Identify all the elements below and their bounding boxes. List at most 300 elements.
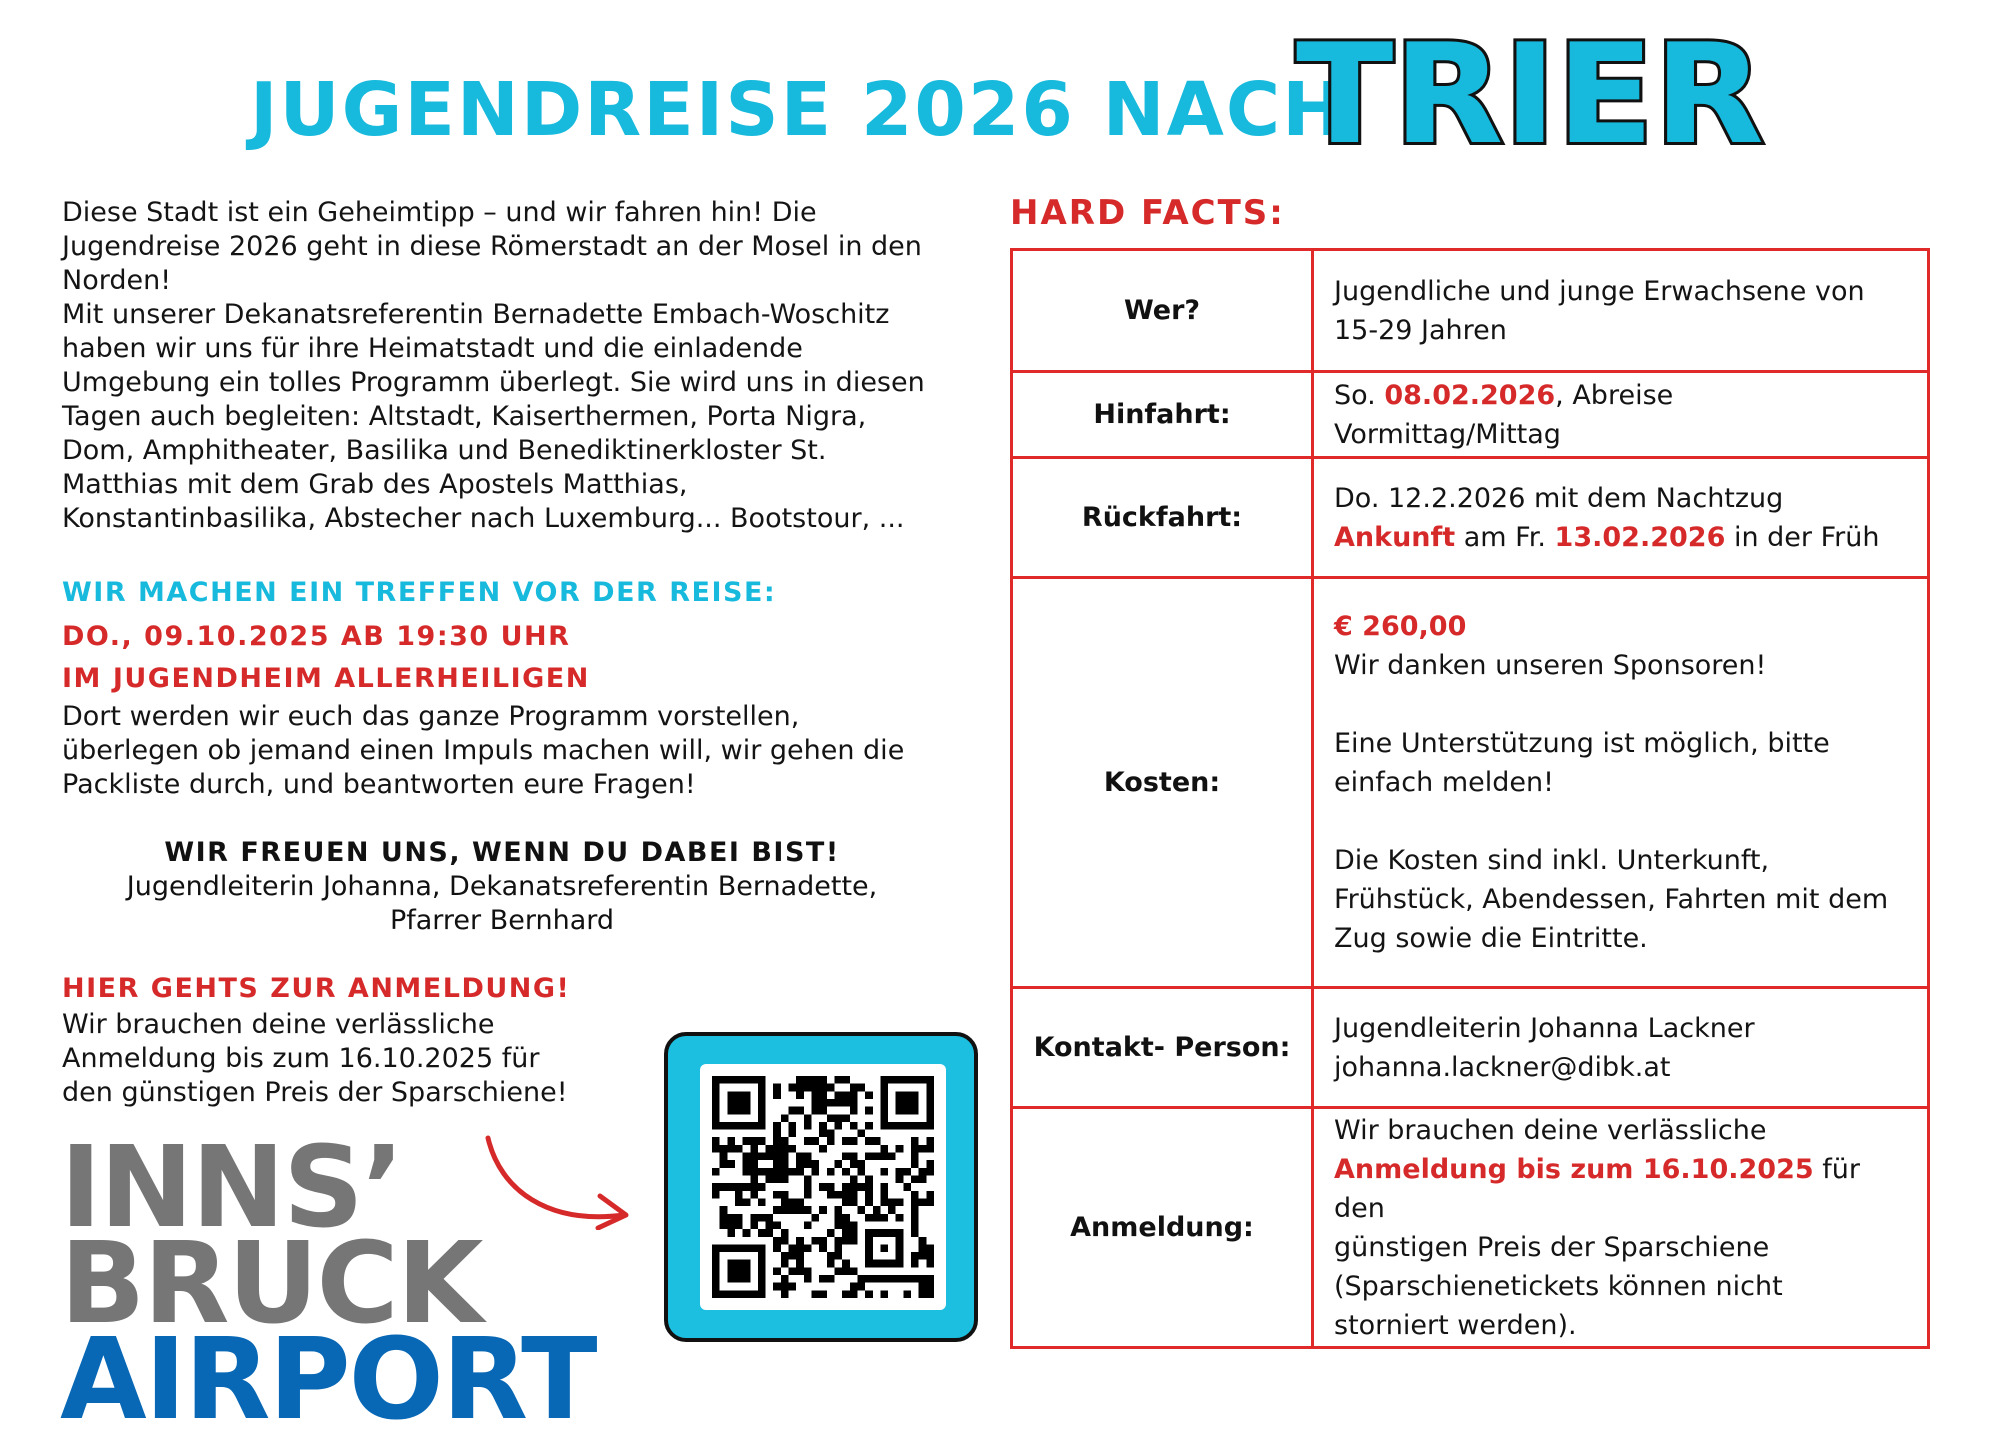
qr-module	[796, 1107, 804, 1115]
qr-module	[842, 1221, 850, 1229]
qr-module	[911, 1176, 919, 1184]
qr-module	[781, 1206, 789, 1214]
qr-module	[896, 1275, 904, 1283]
meeting-description	[62, 700, 962, 802]
anmeldung-line	[1334, 1150, 1907, 1228]
qr-module	[850, 1099, 858, 1107]
qr-module	[758, 1137, 766, 1145]
kosten-line: einfach melden!	[1334, 767, 1554, 798]
qr-module	[865, 1290, 873, 1298]
qr-module	[789, 1198, 797, 1206]
qr-module	[911, 1252, 919, 1260]
qr-module	[834, 1237, 842, 1245]
qr-module	[712, 1191, 720, 1199]
qr-module	[919, 1176, 927, 1184]
qr-module	[727, 1160, 735, 1168]
qr-module	[727, 1137, 735, 1145]
qr-module	[781, 1191, 789, 1199]
qr-module	[773, 1122, 781, 1130]
qr-module	[743, 1229, 751, 1237]
meeting-line: Packliste durch, und beantworten eure Fragen!	[62, 769, 696, 800]
qr-module	[750, 1176, 758, 1184]
qr-module	[773, 1191, 781, 1199]
qr-module	[781, 1229, 789, 1237]
qr-module	[850, 1107, 858, 1115]
qr-module	[842, 1237, 850, 1245]
qr-module	[865, 1153, 873, 1161]
qr-module	[804, 1275, 812, 1283]
row-value-rueckfahrt	[1313, 458, 1929, 578]
row-value-hinfahrt	[1313, 372, 1929, 458]
qr-module	[766, 1145, 774, 1153]
qr-module	[926, 1198, 934, 1206]
row-value-anmeldung	[1313, 1108, 1929, 1348]
qr-module	[781, 1137, 789, 1145]
qr-module	[781, 1153, 789, 1161]
row-label-wer: Wer?	[1012, 250, 1313, 372]
qr-module	[812, 1091, 820, 1099]
qr-module	[750, 1160, 758, 1168]
qr-module	[827, 1275, 835, 1283]
row-value-kosten	[1313, 578, 1929, 988]
qr-module	[819, 1091, 827, 1099]
qr-module	[880, 1168, 888, 1176]
qr-module	[880, 1275, 888, 1283]
qr-module	[865, 1091, 873, 1099]
qr-module	[743, 1153, 751, 1161]
qr-module	[743, 1160, 751, 1168]
qr-module	[804, 1122, 812, 1130]
qr-module	[773, 1237, 781, 1245]
qr-module	[911, 1160, 919, 1168]
qr-module	[880, 1290, 888, 1298]
table-row	[1012, 1108, 1929, 1348]
qr-module	[766, 1153, 774, 1161]
qr-module	[819, 1076, 827, 1084]
qr-module	[812, 1084, 820, 1092]
qr-module	[865, 1191, 873, 1199]
qr-module	[712, 1168, 720, 1176]
qr-module	[796, 1244, 804, 1252]
qr-module	[819, 1237, 827, 1245]
qr-module	[880, 1145, 888, 1153]
qr-module	[789, 1283, 797, 1291]
qr-module	[865, 1275, 873, 1283]
qr-module	[873, 1214, 881, 1222]
qr-module	[812, 1107, 820, 1115]
qr-module	[827, 1168, 835, 1176]
arrival-label: Ankunft	[1334, 521, 1456, 553]
qr-module	[758, 1198, 766, 1206]
qr-module	[842, 1099, 850, 1107]
qr-module	[911, 1198, 919, 1206]
qr-module	[804, 1206, 812, 1214]
qr-module	[857, 1183, 865, 1191]
page-title: JUGENDREISE 2026 NACH	[250, 67, 1347, 153]
qr-module	[773, 1130, 781, 1138]
qr-module	[896, 1176, 904, 1184]
qr-module	[812, 1099, 820, 1107]
qr-module	[873, 1137, 881, 1145]
rueckfahrt-arrival	[1334, 518, 1907, 557]
qr-code-background	[700, 1064, 946, 1310]
airport-logo-line-1: INNS’	[60, 1123, 403, 1253]
qr-module	[796, 1252, 804, 1260]
qr-module	[796, 1198, 804, 1206]
qr-module	[804, 1137, 812, 1145]
row-label-hinfahrt: Hinfahrt:	[1012, 372, 1313, 458]
qr-module	[750, 1153, 758, 1161]
qr-module	[873, 1275, 881, 1283]
qr-module	[712, 1145, 720, 1153]
qr-module	[781, 1237, 789, 1245]
qr-module	[827, 1114, 835, 1122]
qr-module	[804, 1153, 812, 1161]
qr-module	[850, 1198, 858, 1206]
qr-module	[789, 1107, 797, 1115]
qr-module	[842, 1290, 850, 1298]
qr-module	[796, 1091, 804, 1099]
qr-module	[919, 1168, 927, 1176]
title-city-text: TRIER	[1296, 20, 1764, 170]
qr-module	[766, 1214, 774, 1222]
qr-module	[743, 1137, 751, 1145]
qr-module	[819, 1122, 827, 1130]
meeting-place: IM JUGENDHEIM ALLERHEILIGEN	[62, 663, 590, 694]
curved-arrow-icon	[478, 1120, 638, 1230]
airport-logo-line-3: AIRPORT	[60, 1315, 596, 1445]
qr-module	[911, 1221, 919, 1229]
intro-line: Tagen auch begleiten: Altstadt, Kaiserthermen, Porta Nigra,	[62, 401, 867, 432]
qr-module	[926, 1252, 934, 1260]
row-value-kontakt	[1313, 988, 1929, 1108]
qr-module	[796, 1206, 804, 1214]
qr-module	[873, 1206, 881, 1214]
qr-module	[857, 1168, 865, 1176]
qr-module	[926, 1290, 934, 1298]
qr-module	[758, 1183, 766, 1191]
meeting-heading: WIR MACHEN EIN TREFFEN VOR DER REISE:	[62, 577, 777, 608]
qr-module	[781, 1283, 789, 1291]
qr-module	[834, 1114, 842, 1122]
qr-module	[842, 1137, 850, 1145]
qr-module	[773, 1244, 781, 1252]
qr-module	[903, 1183, 911, 1191]
qr-module	[773, 1267, 781, 1275]
closing-block	[62, 836, 942, 938]
qr-module	[804, 1084, 812, 1092]
qr-module	[720, 1183, 728, 1191]
qr-module	[712, 1137, 720, 1145]
qr-module	[834, 1076, 842, 1084]
qr-module	[758, 1229, 766, 1237]
qr-module	[720, 1206, 728, 1214]
qr-module	[903, 1168, 911, 1176]
facts-heading: HARD FACTS:	[1010, 193, 1285, 233]
arrival-mid: am Fr.	[1455, 521, 1555, 553]
row-label-anmeldung: Anmeldung:	[1012, 1108, 1313, 1348]
qr-module	[896, 1214, 904, 1222]
qr-module	[727, 1145, 735, 1153]
contact-name: Jugendleiterin Johanna Lackner	[1334, 1012, 1755, 1044]
qr-module	[827, 1084, 835, 1092]
qr-module	[789, 1206, 797, 1214]
qr-module	[926, 1168, 934, 1176]
registration-line: Wir brauchen deine verlässliche	[62, 1009, 495, 1040]
qr-module	[796, 1260, 804, 1268]
qr-module	[865, 1107, 873, 1115]
qr-module	[911, 1145, 919, 1153]
intro-line: Matthias mit dem Grab des Apostels Matthias,	[62, 469, 688, 500]
registration-heading: HIER GEHTS ZUR ANMELDUNG!	[62, 973, 571, 1004]
hinfahrt-date: 08.02.2026	[1384, 379, 1556, 411]
qr-module	[773, 1145, 781, 1153]
price: € 260,00	[1334, 611, 1467, 642]
arrival-date: 13.02.2026	[1554, 521, 1726, 553]
closing-heading: WIR FREUEN UNS, WENN DU DABEI BIST!	[164, 837, 840, 868]
qr-module	[842, 1198, 850, 1206]
qr-module	[781, 1114, 789, 1122]
qr-module	[773, 1091, 781, 1099]
qr-module	[834, 1160, 842, 1168]
qr-module	[781, 1145, 789, 1153]
closing-signers	[62, 870, 942, 938]
qr-module	[919, 1290, 927, 1298]
qr-module	[850, 1237, 858, 1245]
qr-module	[781, 1252, 789, 1260]
qr-module	[720, 1145, 728, 1153]
qr-module	[926, 1137, 934, 1145]
qr-module	[789, 1084, 797, 1092]
qr-module	[850, 1283, 858, 1291]
qr-module	[819, 1275, 827, 1283]
qr-module	[903, 1275, 911, 1283]
qr-module	[827, 1260, 835, 1268]
qr-module	[766, 1221, 774, 1229]
qr-module	[911, 1214, 919, 1222]
intro-line: Konstantinbasilika, Abstecher nach Luxemburg... Bootstour, ...	[62, 503, 905, 534]
qr-module	[850, 1183, 858, 1191]
qr-module	[804, 1160, 812, 1168]
qr-module	[919, 1275, 927, 1283]
qr-module	[735, 1191, 743, 1199]
qr-module	[750, 1191, 758, 1199]
qr-module	[720, 1214, 728, 1222]
table-row	[1012, 578, 1929, 988]
row-label-kontakt: Kontakt- Person:	[1012, 988, 1313, 1108]
intro-line: Mit unserer Dekanatsreferentin Bernadette Embach-Woschitz	[62, 299, 890, 330]
qr-module	[926, 1244, 934, 1252]
qr-module	[758, 1214, 766, 1222]
qr-module	[834, 1252, 842, 1260]
qr-module	[789, 1122, 797, 1130]
qr-module	[735, 1145, 743, 1153]
qr-module	[842, 1153, 850, 1161]
anmeldung-deadline: Anmeldung bis zum 16.10.2025	[1334, 1153, 1814, 1185]
qr-module	[750, 1183, 758, 1191]
qr-module	[758, 1153, 766, 1161]
qr-module	[873, 1153, 881, 1161]
qr-module	[773, 1221, 781, 1229]
qr-module	[926, 1160, 934, 1168]
qr-module	[773, 1283, 781, 1291]
intro-line: Dom, Amphitheater, Basilika und Benediktinerkloster St.	[62, 435, 827, 466]
qr-module	[804, 1076, 812, 1084]
qr-module	[857, 1084, 865, 1092]
qr-module	[834, 1244, 842, 1252]
intro-line: Norden!	[62, 265, 172, 296]
qr-module	[888, 1153, 896, 1161]
qr-module	[796, 1084, 804, 1092]
qr-module	[727, 1214, 735, 1222]
table-row	[1012, 988, 1929, 1108]
qr-module	[743, 1183, 751, 1191]
qr-module	[819, 1099, 827, 1107]
kosten-line: Die Kosten sind inkl. Unterkunft,	[1334, 845, 1770, 876]
contact-email[interactable]: johanna.lackner@dibk.at	[1334, 1051, 1671, 1083]
qr-code-icon[interactable]	[712, 1076, 934, 1298]
qr-module	[781, 1176, 789, 1184]
qr-module	[804, 1221, 812, 1229]
qr-module	[819, 1107, 827, 1115]
qr-module	[735, 1183, 743, 1191]
qr-module	[773, 1137, 781, 1145]
qr-module	[796, 1168, 804, 1176]
qr-module	[804, 1114, 812, 1122]
signer-line: Pfarrer Bernhard	[389, 905, 615, 936]
qr-module	[842, 1260, 850, 1268]
qr-module	[819, 1130, 827, 1138]
qr-module	[743, 1168, 751, 1176]
qr-module	[888, 1198, 896, 1206]
qr-module	[735, 1221, 743, 1229]
qr-module	[865, 1214, 873, 1222]
qr-module	[712, 1183, 720, 1191]
qr-module	[850, 1084, 858, 1092]
qr-module	[857, 1130, 865, 1138]
qr-module	[773, 1160, 781, 1168]
qr-module	[819, 1206, 827, 1214]
qr-module	[735, 1214, 743, 1222]
qr-module	[842, 1183, 850, 1191]
intro-line: Diese Stadt ist ein Geheimtipp – und wir fahren hin! Die	[62, 197, 817, 228]
anmeldung-line: storniert werden).	[1334, 1309, 1577, 1341]
qr-module	[896, 1145, 904, 1153]
qr-module	[857, 1275, 865, 1283]
registration-line: Anmeldung bis zum 16.10.2025 für	[62, 1043, 540, 1074]
meeting-line: Dort werden wir euch das ganze Programm vorstellen,	[62, 701, 800, 732]
qr-module	[842, 1267, 850, 1275]
qr-module	[789, 1267, 797, 1275]
qr-module	[796, 1076, 804, 1084]
qr-module	[796, 1267, 804, 1275]
qr-module	[812, 1137, 820, 1145]
qr-module	[888, 1275, 896, 1283]
qr-module	[850, 1153, 858, 1161]
qr-module	[850, 1267, 858, 1275]
qr-module	[819, 1244, 827, 1252]
qr-module	[911, 1153, 919, 1161]
qr-module	[827, 1252, 835, 1260]
qr-module	[727, 1229, 735, 1237]
qr-module	[919, 1252, 927, 1260]
qr-module	[812, 1160, 820, 1168]
qr-module	[766, 1168, 774, 1176]
qr-module	[789, 1244, 797, 1252]
qr-module	[750, 1145, 758, 1153]
qr-module	[888, 1206, 896, 1214]
qr-module	[789, 1168, 797, 1176]
qr-module	[911, 1229, 919, 1237]
qr-module	[842, 1168, 850, 1176]
qr-module	[789, 1252, 797, 1260]
qr-module	[804, 1191, 812, 1199]
qr-module	[911, 1260, 919, 1268]
qr-module	[926, 1145, 934, 1153]
anmeldung-line: (Sparschienetickets können nicht	[1334, 1270, 1783, 1302]
qr-module	[850, 1160, 858, 1168]
rueckfahrt-line: Do. 12.2.2026 mit dem Nachtzug	[1334, 482, 1784, 514]
qr-module	[812, 1290, 820, 1298]
registration-text	[62, 1008, 622, 1110]
registration-line: den günstigen Preis der Sparschiene!	[62, 1077, 568, 1108]
qr-module	[834, 1206, 842, 1214]
qr-module	[842, 1191, 850, 1199]
qr-module	[773, 1206, 781, 1214]
qr-module	[919, 1198, 927, 1206]
qr-module	[911, 1191, 919, 1199]
qr-module	[842, 1229, 850, 1237]
qr-module	[842, 1076, 850, 1084]
intro-line: haben wir uns für ihre Heimatstadt und die einladende	[62, 333, 803, 364]
qr-module	[834, 1267, 842, 1275]
row-value-wer	[1313, 250, 1929, 372]
qr-module	[720, 1153, 728, 1161]
qr-module	[834, 1214, 842, 1222]
qr-module	[766, 1229, 774, 1237]
qr-module	[773, 1168, 781, 1176]
qr-module	[804, 1176, 812, 1184]
meeting-line: überlegen ob jemand einen Impuls machen will, wir gehen die	[62, 735, 905, 766]
airport-logo-line-2: BRUCK	[60, 1219, 482, 1349]
qr-module	[750, 1221, 758, 1229]
qr-module	[796, 1237, 804, 1245]
qr-module	[834, 1091, 842, 1099]
qr-module	[743, 1198, 751, 1206]
qr-module	[926, 1260, 934, 1268]
qr-module	[750, 1214, 758, 1222]
qr-module	[834, 1099, 842, 1107]
qr-module	[834, 1122, 842, 1130]
anmeldung-suffix: für den	[1334, 1153, 1860, 1224]
qr-module	[796, 1160, 804, 1168]
row-label-rueckfahrt: Rückfahrt:	[1012, 458, 1313, 578]
qr-module	[781, 1160, 789, 1168]
qr-module	[781, 1290, 789, 1298]
qr-module	[819, 1145, 827, 1153]
table-row	[1012, 372, 1929, 458]
qr-module	[880, 1183, 888, 1191]
table-row	[1012, 250, 1929, 372]
qr-module	[926, 1275, 934, 1283]
qr-module	[926, 1283, 934, 1291]
qr-module	[880, 1153, 888, 1161]
qr-module	[896, 1168, 904, 1176]
qr-module	[903, 1290, 911, 1298]
qr-module	[834, 1191, 842, 1199]
hinfahrt-prefix: So.	[1334, 379, 1385, 411]
qr-code-frame[interactable]	[664, 1032, 978, 1342]
